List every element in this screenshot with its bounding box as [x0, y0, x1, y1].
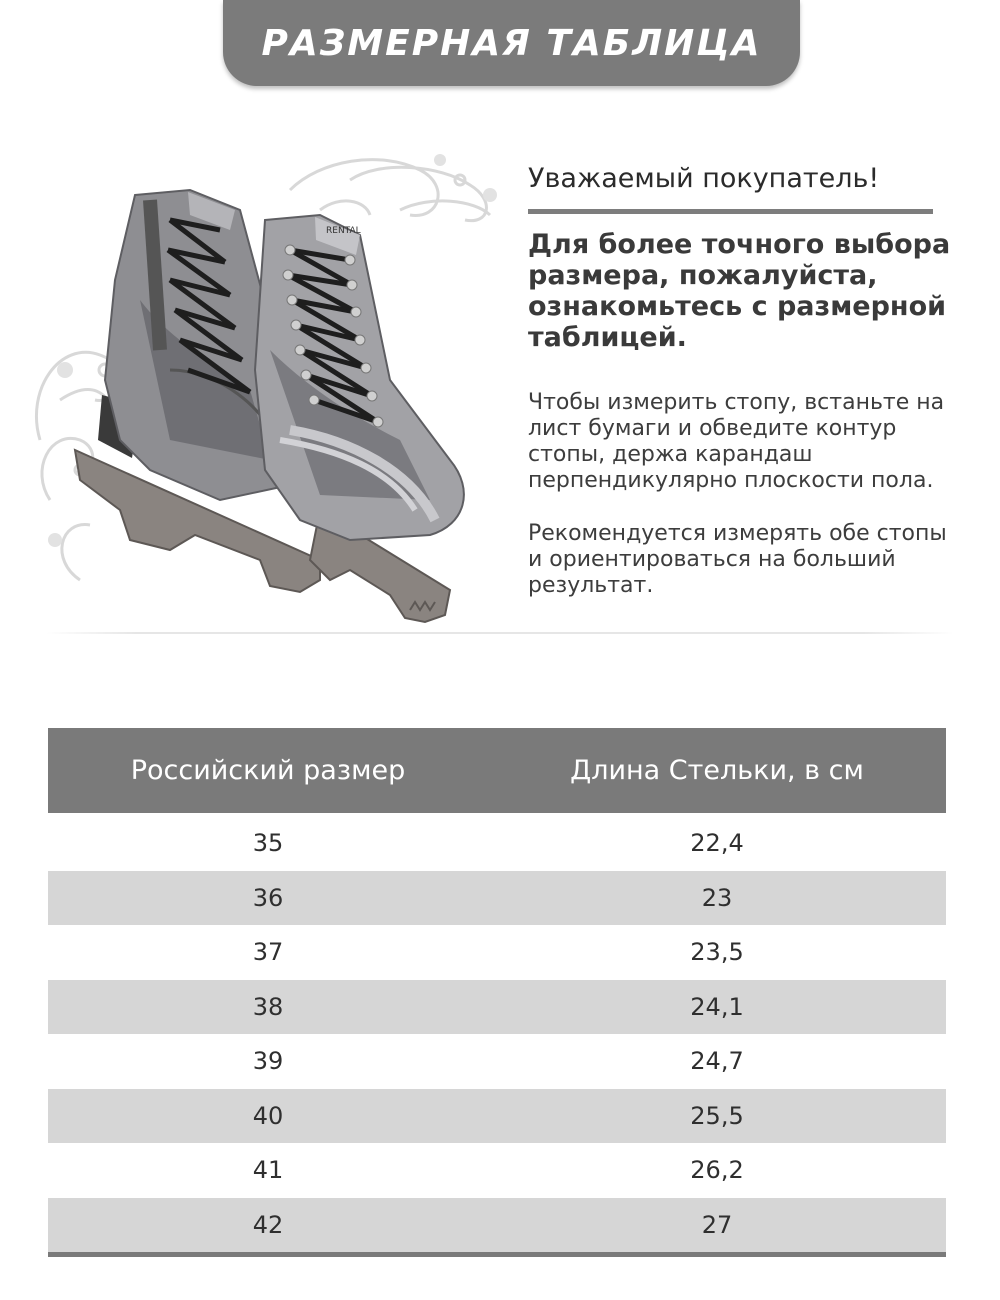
header-tab: [223, 0, 800, 86]
cell-size: 37: [252, 938, 284, 967]
cell-size: 42: [252, 1210, 284, 1239]
table-row: [48, 980, 946, 1035]
lead-paragraph: Для более точного выбора размера, пожалуйста, ознакомьтесь с размерной таблицей.: [528, 229, 951, 353]
table-body: [48, 816, 946, 1252]
cell-length: 26,2: [690, 1156, 744, 1185]
cell-size: 41: [252, 1156, 284, 1185]
table-header: [48, 728, 946, 813]
table-bottom-rule: [48, 1252, 946, 1257]
cell-size: 40: [252, 1101, 284, 1130]
cell-length: 24,1: [690, 992, 744, 1021]
cell-size: 35: [252, 829, 284, 858]
table-row: [48, 1089, 946, 1144]
measure-recommendation: Рекомендуется измерять обе стопы и ориентироваться на больший результат.: [528, 521, 947, 598]
cell-length: 24,7: [690, 1047, 744, 1076]
section-divider: [46, 632, 954, 634]
table-row: [48, 1198, 946, 1253]
column-header-length: Длина Стельки, в см: [570, 755, 864, 786]
skate-brand-label: RENTAL: [326, 226, 361, 236]
table-row: [48, 1143, 946, 1198]
table-row: [48, 871, 946, 926]
greeting-heading: Уважаемый покупатель!: [528, 163, 880, 194]
cell-size: 38: [252, 992, 284, 1021]
cell-length: 25,5: [690, 1101, 744, 1130]
table-row: [48, 925, 946, 980]
table-row: [48, 1034, 946, 1089]
measure-instructions: Чтобы измерить стопу, встаньте на лист бумаги и обведите контур стопы, держа карандаш перпендикулярно плоскости пола.: [528, 390, 945, 493]
cell-length: 27: [701, 1210, 733, 1239]
cell-length: 23,5: [690, 938, 744, 967]
ice-skates-image: [20, 140, 520, 630]
table-row: [48, 816, 946, 871]
greeting-divider: [528, 209, 933, 214]
cell-length: 22,4: [690, 829, 744, 858]
cell-size: 36: [252, 883, 284, 912]
column-header-size: Российский размер: [130, 755, 406, 786]
size-table: [48, 728, 946, 1257]
cell-size: 39: [252, 1047, 284, 1076]
page-title: РАЗМЕРНАЯ ТАБЛИЦА: [261, 22, 762, 64]
cell-length: 23: [701, 883, 733, 912]
